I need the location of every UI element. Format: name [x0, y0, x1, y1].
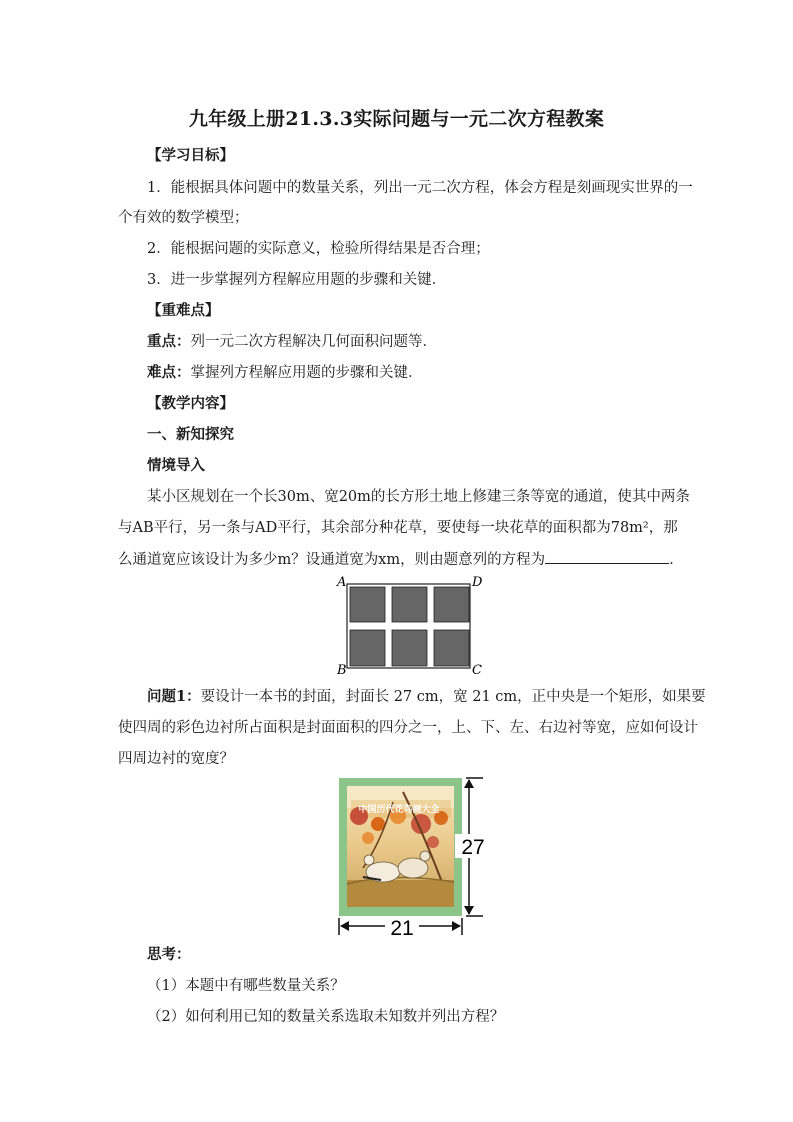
flower-bed — [350, 587, 385, 622]
key-label: 重点： — [147, 333, 191, 350]
flower-bed — [434, 587, 469, 622]
goals-heading: 【学习目标】 — [147, 147, 234, 164]
arrow-right-icon — [452, 921, 461, 931]
keypoints-heading: 【重难点】 — [147, 302, 220, 319]
content-heading: 【教学内容】 — [147, 395, 234, 412]
cover-title: 中国历代花鸟画大全 — [358, 805, 440, 815]
goal-item-2: 2．能根据问题的实际意义，检验所得结果是否合理； — [147, 241, 490, 257]
road-diagram — [334, 574, 484, 676]
hard-label: 难点： — [147, 364, 191, 381]
page-title: 九年级上册21.3.3实际问题与一元二次方程教案 — [188, 108, 605, 130]
key-text: 列一元二次方程解决几何面积问题等． — [190, 334, 437, 350]
flower-bed — [392, 630, 427, 666]
problem1-text-1: 要设计一本书的封面，封面长 27 cm，宽 21 cm，正中央是一个矩形，如果要 — [200, 689, 706, 705]
hard-point — [147, 363, 423, 383]
scenario-line-3 — [118, 549, 684, 570]
goal-item-1b: 个有效的数学模型； — [118, 210, 249, 226]
think-question-2: （2）如何利用已知的数量关系选取未知数并列出方程？ — [147, 1009, 505, 1025]
problem1-line-2: 使四周的彩色边衬所占面积是封面面积的四分之一，上、下、左、右边衬等宽，应如何设计 — [118, 720, 698, 736]
vertex-label-c: C — [472, 663, 482, 676]
vertex-label-d: D — [472, 575, 483, 590]
arrow-left-icon — [340, 921, 349, 931]
flower-bed — [434, 630, 469, 666]
scenario-line-3-text: 么通道宽应该设计为多少m？设通道宽为xm，则由题意列的方程为 — [118, 552, 546, 568]
goal-item-1a: 1．能根据具体问题中的数量关系，列出一元二次方程，体会方程是刻画现实世界的一 — [147, 180, 693, 196]
vertex-label-b: B — [337, 663, 347, 676]
book-cover-figure — [333, 772, 493, 940]
scenario-line-3-end: ． — [669, 552, 684, 568]
scenario-line-2: 与AB平行，另一条与AD平行，其余部分种花草，要使每一块花草的面积都为78m²，那 — [118, 520, 678, 536]
arrow-down-icon — [464, 906, 474, 915]
problem1-label: 问题1： — [147, 688, 201, 705]
think-label: 思考： — [147, 946, 191, 963]
height-label: 27 — [461, 836, 485, 859]
problem1-line-1 — [147, 687, 706, 707]
scenario-line-1: 某小区规划在一个长30m、宽20m的长方形土地上修建三条等宽的通道，使其中两条 — [147, 489, 690, 505]
hard-text: 掌握列方程解应用题的步骤和关键． — [190, 365, 423, 381]
width-label: 21 — [390, 917, 414, 940]
vertex-label-a: A — [337, 575, 347, 590]
answer-blank — [545, 549, 669, 564]
intro-label: 情境导入 — [147, 457, 205, 474]
goal-item-3: 3．进一步掌握列方程解应用题的步骤和关键． — [147, 272, 447, 288]
flower-bed — [392, 587, 427, 622]
problem1-line-3: 四周边衬的宽度？ — [118, 751, 234, 767]
flower-bed — [350, 630, 385, 666]
section-heading: 一、新知探究 — [147, 426, 234, 443]
think-question-1: （1）本题中有哪些数量关系？ — [147, 978, 345, 994]
key-point — [147, 332, 437, 352]
arrow-up-icon — [464, 779, 474, 788]
